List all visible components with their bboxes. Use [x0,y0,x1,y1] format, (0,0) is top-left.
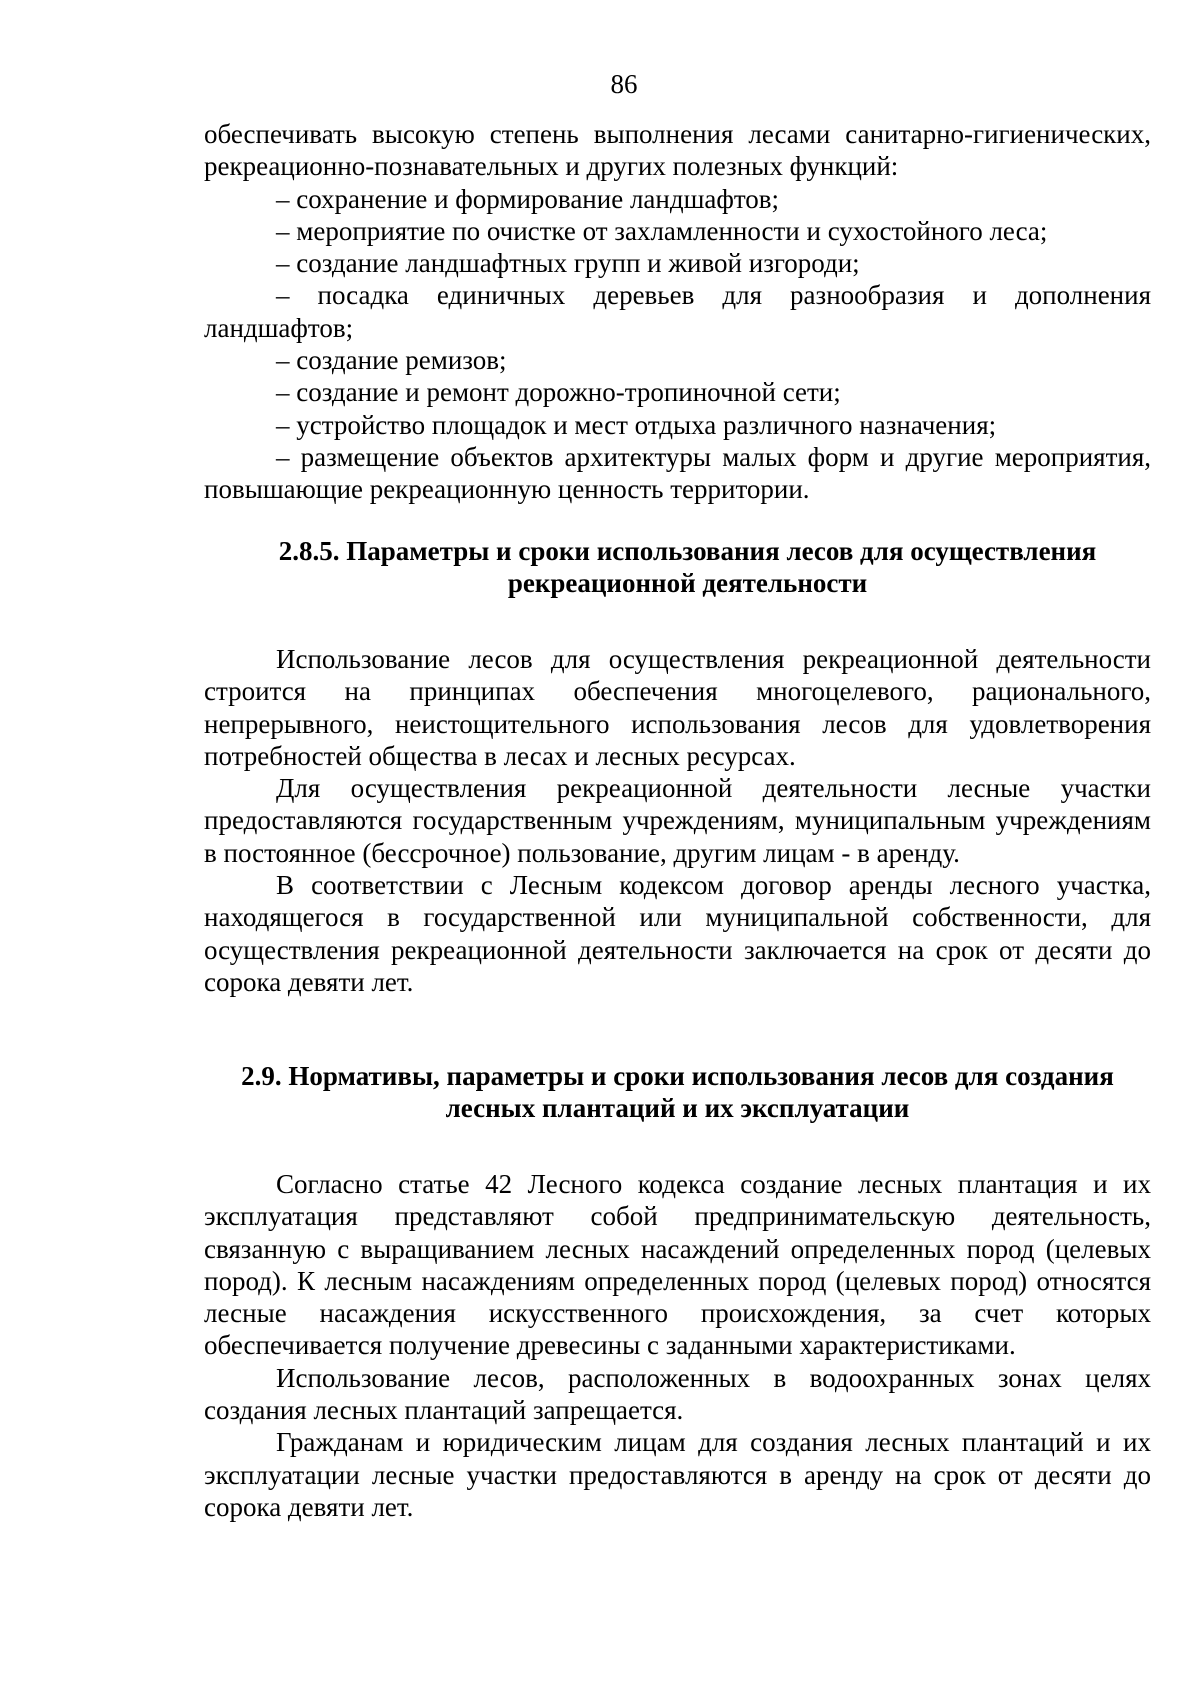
list-item: – посадка единичных деревьев для разнообразия и дополнения ландшафтов; [204,280,1151,343]
intro-paragraph: обеспечивать высокую степень выполнения лесами санитарно-гигиенических, рекреационно-познавательных и других полезных функций: [204,119,1151,182]
intro-block [204,118,1151,506]
section-heading-line2: лесных плантаций и их эксплуатации [445,1093,910,1123]
list-item: – сохранение и формирование ландшафтов; [276,183,780,214]
paragraph: В соответствии с Лесным кодексом договор аренды лесного участка, находящегося в государственной или муниципальной собственности, для осуществления рекреационной деятельности заключается на срок от десяти до сорока девяти лет. [204,870,1151,997]
list-item: – мероприятие по очистке от захламленности и сухостойного леса; [276,215,1048,246]
section-heading-line1: 2.9. Нормативы, параметры и сроки использования лесов для создания [241,1061,1114,1091]
paragraph: Для осуществления рекреационной деятельности лесные участки предоставляются государственным учреждениям, муниципальным учреждениям в постоянное (бессрочное) пользование, другим лицам - в аренду. [204,773,1151,868]
list-item: – размещение объектов архитектуры малых форм и другие мероприятия, повышающие рекреационную ценность территории. [204,441,1151,505]
list-item: – устройство площадок и мест отдыха различного назначения; [276,409,997,440]
section-heading-line2: рекреационной деятельности [507,568,868,598]
page-number: 86 [610,69,638,99]
section-2-9 [204,1060,1151,1523]
paragraph: Использование лесов, расположенных в водоохранных зонах целях создания лесных плантаций запрещается. [204,1362,1151,1426]
paragraph: Использование лесов для осуществления рекреационной деятельности строится на принципах обеспечения многоцелевого, рационального, непрерывного, неистощительного использования лесов для удовлетворения потребностей общества в лесах и лесных ресурсах. [204,644,1151,771]
section-heading [204,1060,1151,1124]
paragraph: Согласно статье 42 Лесного кодекса создание лесных плантация и их эксплуатация представляют собой предпринимательскую деятельность, связанную с выращиванием лесных насаждений определенных пород (целевых пород). К лесным насаждениям определенных пород (целевых пород) относятся лесные насаждения искусственного происхождения, за счет которых обеспечивается получение древесины с заданными характеристиками. [204,1169,1151,1361]
list-item: – создание ремизов; [276,345,507,376]
list-item: – создание ландшафтных групп и живой изгороди; [276,248,860,279]
section-heading-line1: 2.8.5. Параметры и сроки использования лесов для осуществления [278,536,1097,566]
list-item: – создание и ремонт дорожно-тропиночной сети; [276,377,841,408]
section-2-8-5 [204,535,1151,998]
paragraph: Гражданам и юридическим лицам для создания лесных плантаций и их эксплуатации лесные участки предоставляются в аренду на срок от десяти до сорока девяти лет. [204,1427,1151,1522]
section-heading [204,535,1151,599]
